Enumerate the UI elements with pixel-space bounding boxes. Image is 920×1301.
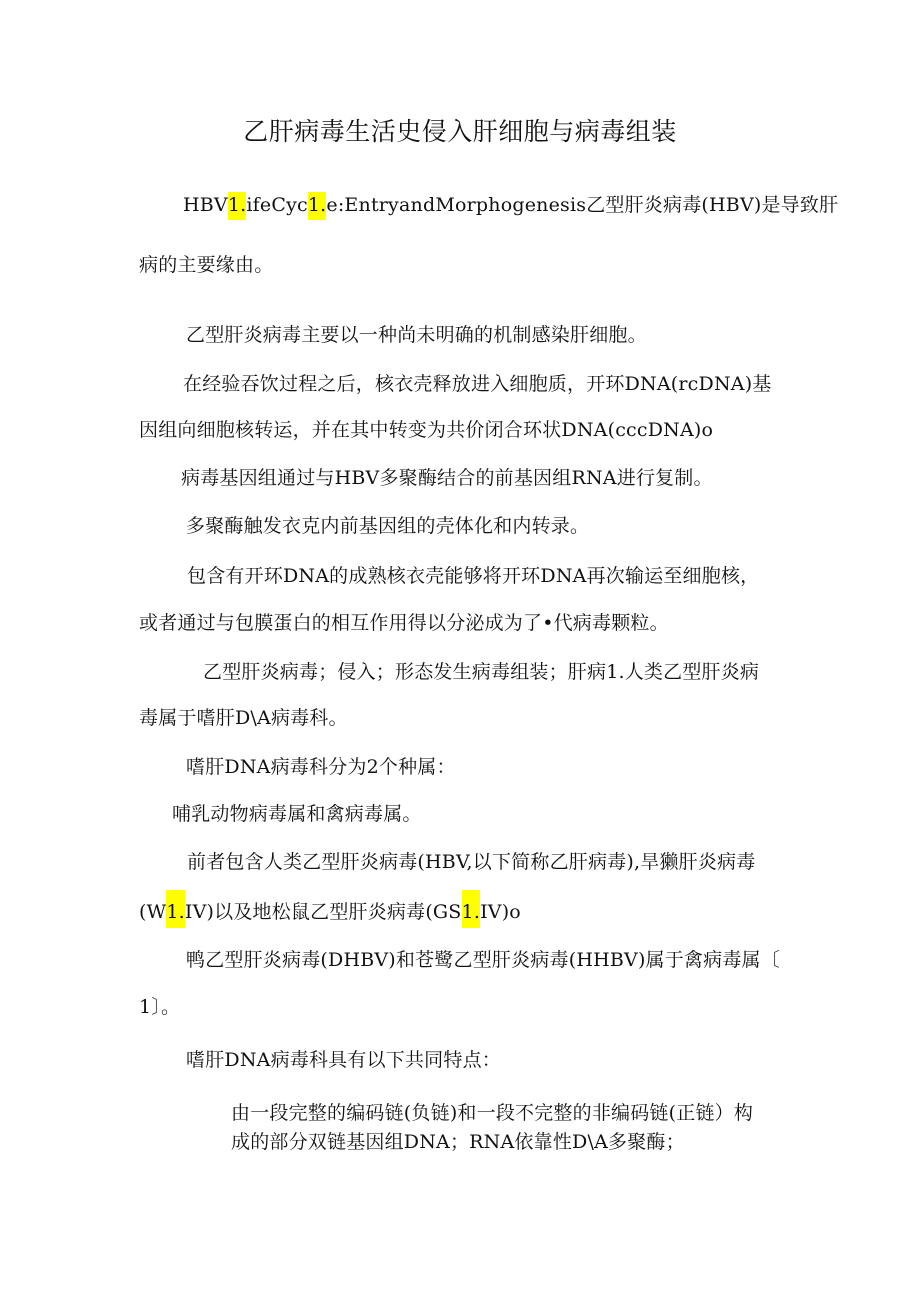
text-segment: IV)以及地松鼠乙型肝炎病毒(GS <box>184 901 462 923</box>
paragraph-12: 嗜肝DNA病毒科具有以下共同特点： <box>186 1049 501 1071</box>
text-segment: HBV <box>183 194 228 216</box>
paragraph-6-line-2: 或者通过与包膜蛋白的相互作用得以分泌成为了•代病毒颗粒。 <box>139 612 669 634</box>
paragraph-6-line-1: 包含有开环DNA的成熟核衣壳能够将开环DNA再次输运至细胞核， <box>187 565 760 587</box>
paragraph-9: 哺乳动物病毒属和禽病毒属。 <box>172 803 422 825</box>
text-segment: (W <box>139 901 167 923</box>
paragraph-3-line-1: 在经验吞饮过程之后，核衣壳释放进入细胞质，开环DNA(rcDNA)基 <box>183 373 772 395</box>
paragraph-3-line-2: 因组向细胞核转运，并在其中转变为共价闭合环状DNA(cccDNA)o <box>139 419 714 441</box>
paragraph-8: 嗜肝DNA病毒科分为2个种属： <box>186 756 456 778</box>
paragraph-4: 病毒基因组通过与HBV多聚酶结合的前基因组RNA进行复制。 <box>181 467 713 489</box>
document-title: 乙肝病毒生活史侵入肝细胞与病毒组装 <box>243 117 677 146</box>
paragraph-7-line-1: 乙型肝炎病毒；侵入；形态发生病毒组装；肝病1.人类乙型肝炎病 <box>203 661 760 683</box>
highlighted-text: 1. <box>166 890 185 928</box>
highlighted-text: 1. <box>462 890 481 928</box>
text-segment: ifeCyc <box>246 194 308 216</box>
paragraph-10-line-1: 前者包含人类乙型肝炎病毒(HBV,以下简称乙肝病毒),旱獭肝炎病毒 <box>187 851 756 873</box>
paragraph-5: 多聚酶触发衣克内前基因组的壳体化和内转录。 <box>186 515 590 537</box>
paragraph-1-line-2: 病的主要缘由。 <box>139 254 274 276</box>
paragraph-11-line-2: 1〕。 <box>139 996 181 1018</box>
paragraph-2: 乙型肝炎病毒主要以一种尚未明确的机制感染肝细胞。 <box>186 324 647 346</box>
highlighted-text: 1. <box>228 192 247 220</box>
paragraph-11-line-1: 鸭乙型肝炎病毒(DHBV)和苍鹭乙型肝炎病毒(HHBV)属于禽病毒属〔 <box>186 949 780 971</box>
paragraph-13-line-2: 成的部分双链基因组DNA；RNA依靠性D\A多聚酶； <box>231 1131 685 1153</box>
paragraph-13-line-1: 由一段完整的编码链(负链)和一段不完整的非编码链(正链）构 <box>231 1102 754 1124</box>
highlighted-text: 1. <box>308 192 327 220</box>
paragraph-10-line-2 <box>139 900 521 928</box>
paragraph-1-line-1 <box>183 193 838 217</box>
text-segment: e:EntryandMorphogenesis乙型肝炎病毒(HBV)是导致肝 <box>326 194 839 216</box>
paragraph-7-line-2: 毒属于嗜肝D\A病毒科。 <box>139 707 348 729</box>
text-segment: IV)o <box>480 901 521 923</box>
